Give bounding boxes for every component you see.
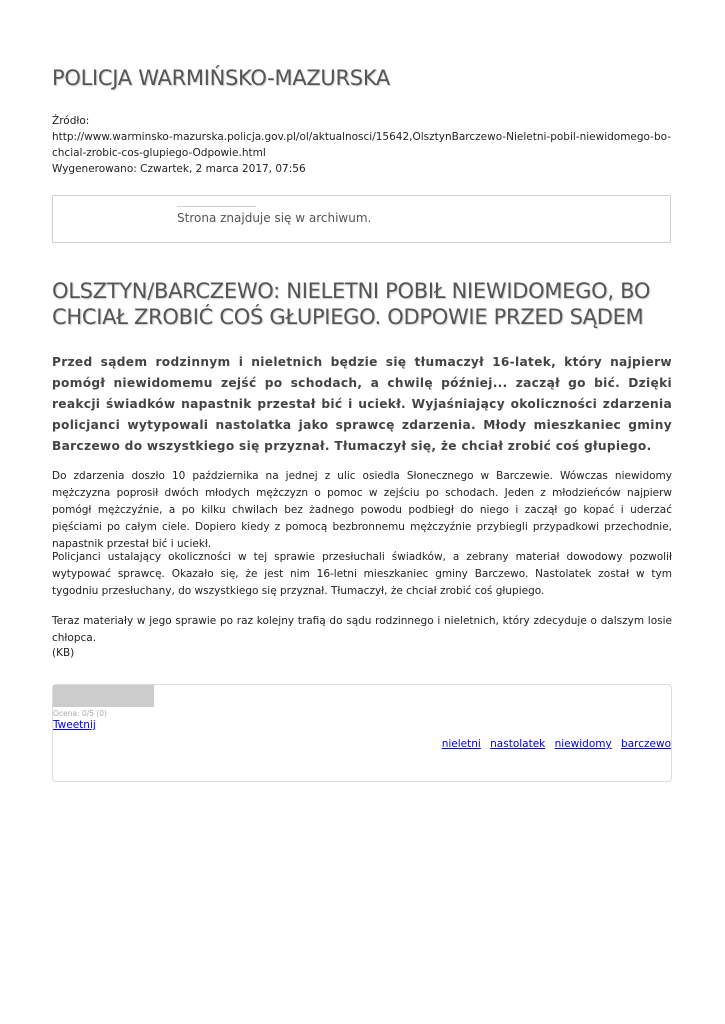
- article-author: (KB): [52, 647, 75, 659]
- archive-notice-box: [52, 195, 671, 243]
- rating-widget[interactable]: [53, 685, 154, 707]
- rating-text: Ocena: 0/5 (0): [53, 709, 107, 718]
- source-meta: [52, 113, 674, 177]
- archive-divider: [177, 206, 256, 207]
- article-paragraph: Do zdarzenia doszło 10 października na jednej z ulic osiedla Słonecznego w Barczewie. Wówczas niewidomy mężczyzna poprosił dwóch młodych mężczyzn o pomoc w zejściu po schodach. Jeden z młodzieńców najpierw pomógł mężczyźnie, a po kilku chwilach bez żadnego powodu podbiegł do niego i zaczął go kopać i uderzać pięściami po całym ciele. Dopiero kiedy z pomocą bezbronnemu mężczyźnie przybiegli przypadkowi przechodnie, napastnik przestał bić i uciekł.: [52, 470, 672, 550]
- article-paragraph: Policjanci ustalający okoliczności w tej sprawie przesłuchali świadków, a zebrany materiał dowodowy pozwolił wytypować sprawcę. Okazało się, że jest nim 16-letni mieszkaniec gminy Barczewo. Nastolatek został w tym tygodniu przesłuchany, do wszystkiego się przyznał. Tłumaczył, że chciał zrobić coś głupiego.: [52, 551, 672, 597]
- tag-link[interactable]: niewidomy: [554, 738, 612, 750]
- archive-notice: Strona znajduje się w archiwum.: [177, 211, 372, 225]
- source-url: http://www.warminsko-mazurska.policja.gov.pl/ol/aktualnosci/15642,OlsztynBarczewo-Nieletni-pobil-niewidomego-bo-chcial-zrobic-cos-glupiego-Odpowie.html: [52, 131, 672, 159]
- tag-list: [436, 738, 671, 750]
- tweet-link[interactable]: Tweetnij: [53, 719, 96, 731]
- generated-date: Wygenerowano: Czwartek, 2 marca 2017, 07:56: [52, 163, 306, 175]
- tag-link[interactable]: nieletni: [441, 738, 481, 750]
- site-title: POLICJA WARMIŃSKO-MAZURSKA: [52, 66, 390, 90]
- source-label: Źródło:: [52, 115, 90, 127]
- article-paragraph: Teraz materiały w jego sprawie po raz kolejny trafią do sądu rodzinnego i nieletnich, który zdecyduje o dalszym losie chłopca.: [52, 615, 672, 644]
- article-lead: Przed sądem rodzinnym i nieletnich będzie się tłumaczył 16-latek, który najpierw pomógł niewidomemu zejść po schodach, a chwilę później... zaczął go bić. Dzięki reakcji świadków napastnik przestał bić i uciekł. Wyjaśniający okoliczności zdarzenia policjanci wytypowali nastolatka jako sprawcę zdarzenia. Młody mieszkaniec gminy Barczewo do wszystkiego się przyznał. Tłumaczył się, że chciał zrobić coś głupiego.: [52, 355, 672, 453]
- article-footer: [52, 684, 672, 782]
- tag-link[interactable]: nastolatek: [490, 738, 546, 750]
- tag-link[interactable]: barczewo: [621, 738, 671, 750]
- article-title: OLSZTYN/BARCZEWO: NIELETNI POBIŁ NIEWIDOMEGO, BO CHCIAŁ ZROBIĆ COŚ GŁUPIEGO. ODPOWIE PRZED SĄDEM: [52, 279, 651, 329]
